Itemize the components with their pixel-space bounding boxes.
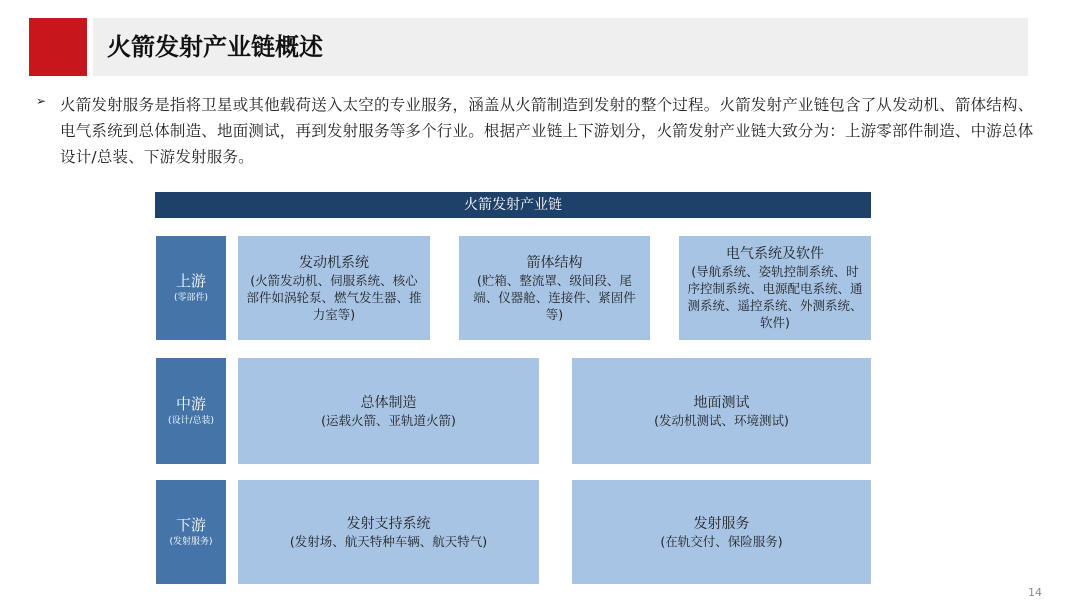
box-title: 发射服务 bbox=[693, 515, 750, 532]
intro-paragraph bbox=[36, 92, 1036, 170]
title-accent-block bbox=[29, 18, 87, 76]
box-title: 箭体结构 bbox=[526, 254, 583, 271]
box-detail: (导航系统、姿轨控制系统、时序控制系统、电源配电系统、通测系统、遥控系统、外测系统、软件) bbox=[687, 264, 863, 330]
chain-title-bar: 火箭发射产业链 bbox=[155, 192, 871, 218]
box-title: 总体制造 bbox=[360, 394, 417, 411]
box-launch-support-systems bbox=[238, 480, 539, 584]
stage-name: 下游 bbox=[175, 516, 206, 534]
box-title: 发射支持系统 bbox=[346, 515, 431, 532]
intro-text: 火箭发射服务是指将卫星或其他载荷送入太空的专业服务，涵盖从火箭制造到发射的整个过程。火箭发射产业链包含了从发动机、箭体结构、电气系统到总体制造、地面测试，再到发射服务等多个行业。根据产业链上下游划分，火箭发射产业链大致分为：上游零部件制造、中游总体设计/总装、下游发射服务。 bbox=[60, 96, 1034, 166]
box-title: 地面测试 bbox=[693, 394, 750, 411]
box-launch-services bbox=[572, 480, 871, 584]
bullet-arrow-icon: ➢ bbox=[36, 94, 47, 108]
stage-name: 中游 bbox=[175, 395, 206, 413]
box-rocket-body-structure bbox=[459, 236, 650, 340]
box-detail: (火箭发动机、伺服系统、核心部件如涡轮泵、燃气发生器、推力室等) bbox=[246, 272, 422, 322]
box-detail: (在轨交付、保险服务) bbox=[660, 533, 783, 549]
page-title: 火箭发射产业链概述 bbox=[107, 33, 323, 61]
stage-sub: (发射服务) bbox=[169, 537, 213, 547]
stage-midstream bbox=[156, 358, 226, 464]
stage-sub: (零部件) bbox=[173, 293, 209, 303]
stage-sub: (设计/总装) bbox=[167, 416, 215, 426]
stage-upstream bbox=[156, 236, 226, 340]
box-detail: (运载火箭、亚轨道火箭) bbox=[321, 412, 456, 428]
box-ground-testing bbox=[572, 358, 871, 464]
box-detail: (发动机测试、环境测试) bbox=[654, 412, 789, 428]
box-detail: (发射场、航天特种车辆、航天特气) bbox=[289, 533, 488, 549]
stage-name: 上游 bbox=[175, 272, 206, 290]
box-engine-system bbox=[238, 236, 430, 340]
box-overall-manufacturing bbox=[238, 358, 539, 464]
box-title: 发动机系统 bbox=[299, 254, 369, 271]
stage-downstream bbox=[156, 480, 226, 584]
box-title: 电气系统及软件 bbox=[726, 246, 824, 262]
page-number: 14 bbox=[1028, 586, 1042, 599]
box-detail: (贮箱、整流罩、级间段、尾端、仪器舱、连接件、紧固件等) bbox=[473, 272, 636, 322]
box-electrical-systems-software bbox=[679, 236, 871, 340]
